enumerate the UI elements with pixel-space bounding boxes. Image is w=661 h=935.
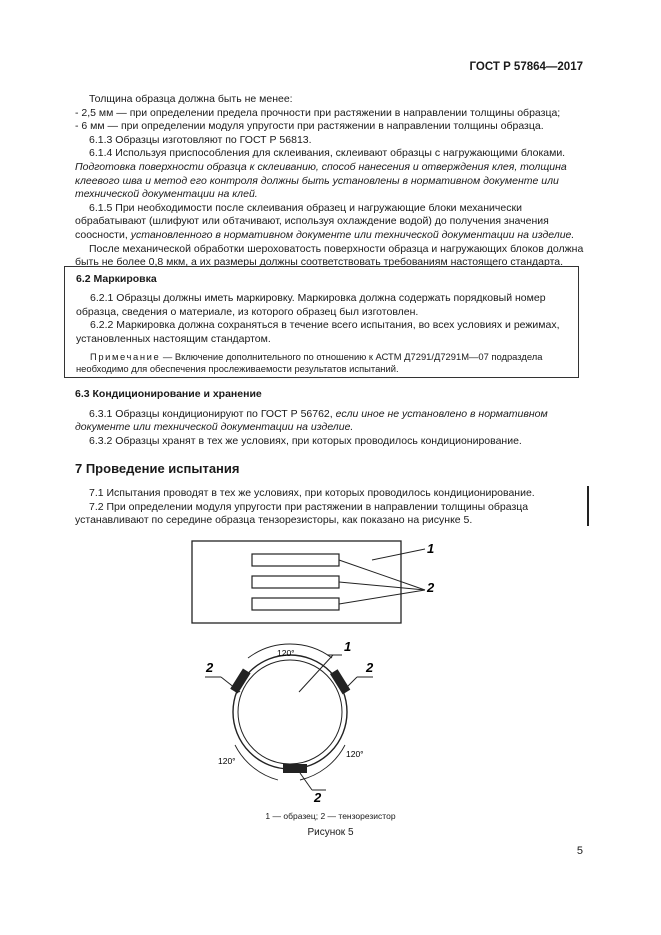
label-2-left: 2	[206, 660, 214, 675]
label-2-bottom: 2	[314, 790, 322, 805]
paragraph-italic: если иное не установлено в нормативном документе или технической документации на изделие.	[75, 407, 548, 434]
paragraph: 6.3.2 Образцы хранят в тех же условиях, при которых проводилось кондиционирование.	[89, 434, 522, 447]
paragraph-italic: установленного в нормативном документе или технической документации на изделие.	[130, 228, 575, 241]
strain-gauge	[252, 598, 339, 610]
label-2-top: 2	[427, 580, 435, 595]
page-number: 5	[576, 845, 583, 857]
paragraph: 6.1.3 Образцы изготовляют по ГОСТ Р 56813.	[89, 133, 312, 146]
angle-arc-right	[300, 745, 345, 780]
strain-gauge-bottom	[283, 764, 307, 773]
document-code: ГОСТ Р 57864—2017	[469, 61, 583, 73]
paragraph: После механической обработки шероховатость поверхности образца и нагружающих блоков должна быть не более 0,8 мкм, а их размеры должны соответствовать требованиям настоящего стандарта.	[75, 242, 584, 269]
label-2-right: 2	[366, 660, 374, 675]
leader-line	[372, 549, 425, 560]
specimen-inner-circle	[238, 660, 342, 764]
specimen-circle	[233, 655, 347, 769]
paragraph: Толщина образца должна быть не менее:	[89, 93, 293, 105]
strain-gauge-left	[230, 668, 250, 693]
paragraph: 7.2 При определении модуля упругости при растяжении в направлении толщины образца устанавливают по середине образца тензорезисторы, как показано на рисунке 5.	[75, 500, 529, 527]
paragraph-text: 6.3.1 Образцы кондиционируют по ГОСТ Р 56762,	[89, 407, 333, 420]
specimen-rect	[192, 541, 401, 623]
leader-line	[300, 773, 312, 790]
section-6-2-title: 6.2 Маркировка	[76, 273, 157, 285]
section-6-3-title: 6.3 Кондиционирование и хранение	[75, 388, 262, 400]
figure-legend: 1 — образец; 2 — тензорезистор	[265, 811, 396, 821]
angle-arc-left	[235, 745, 278, 780]
angle-label-top: 120°	[277, 648, 295, 658]
strain-gauge-right	[330, 669, 350, 694]
leader-line	[339, 590, 425, 604]
note-label: Примечание	[90, 351, 161, 362]
list-item: - 6 мм — при определении модуля упругости при растяжении в направлении толщины образца.	[75, 120, 544, 133]
paragraph-italic: Подготовка поверхности образца к склеиванию, способ нанесения и отверждения клея, толщина клеевого шва и метод его контроля должны быть установлены в нормативном документе или технической документации на клей.	[75, 160, 567, 201]
angle-label-right: 120°	[346, 749, 364, 759]
label-1-bottom: 1	[344, 639, 352, 654]
paragraph: 6.2.2 Маркировка должна сохраняться в течение всего испытания, во всех условиях и режимах, установленных настоящим стандартом.	[76, 319, 560, 345]
angle-label-left: 120°	[218, 756, 236, 766]
paragraph: 7.1 Испытания проводят в тех же условиях, при которых проводилось кондиционирование.	[89, 487, 535, 499]
paragraph: 6.1.4 Используя приспособления для склеивания, склеивают образцы с нагружающими блоками.	[89, 147, 566, 160]
section-7-title: 7 Проведение испытания	[75, 461, 240, 476]
paragraph: 6.2.1 Образцы должны иметь маркировку. Маркировка должна содержать порядковый номер образца, сведения о материале, из которого образец был изготовлен.	[76, 292, 546, 318]
paragraph-text: 6.1.5 При необходимости после склеивания образец и нагружающие блоки механически обрабатывают (шлифуют или обтачивают, используя охлаждение водой) до получения значения соосности,	[75, 201, 549, 241]
label-1-top: 1	[427, 541, 435, 556]
figure-caption: Рисунок 5	[307, 827, 354, 838]
list-item: - 2,5 мм — при определении предела прочности при растяжении в направлении толщины образца;	[75, 106, 561, 119]
strain-gauge	[252, 576, 339, 588]
strain-gauge	[252, 554, 339, 566]
note-text: — Включение дополнительного по отношению к АСТМ Д7291/Д7291М—07 подраздела необходимо для обеспечения прослеживаемости результатов испытаний.	[76, 351, 543, 375]
